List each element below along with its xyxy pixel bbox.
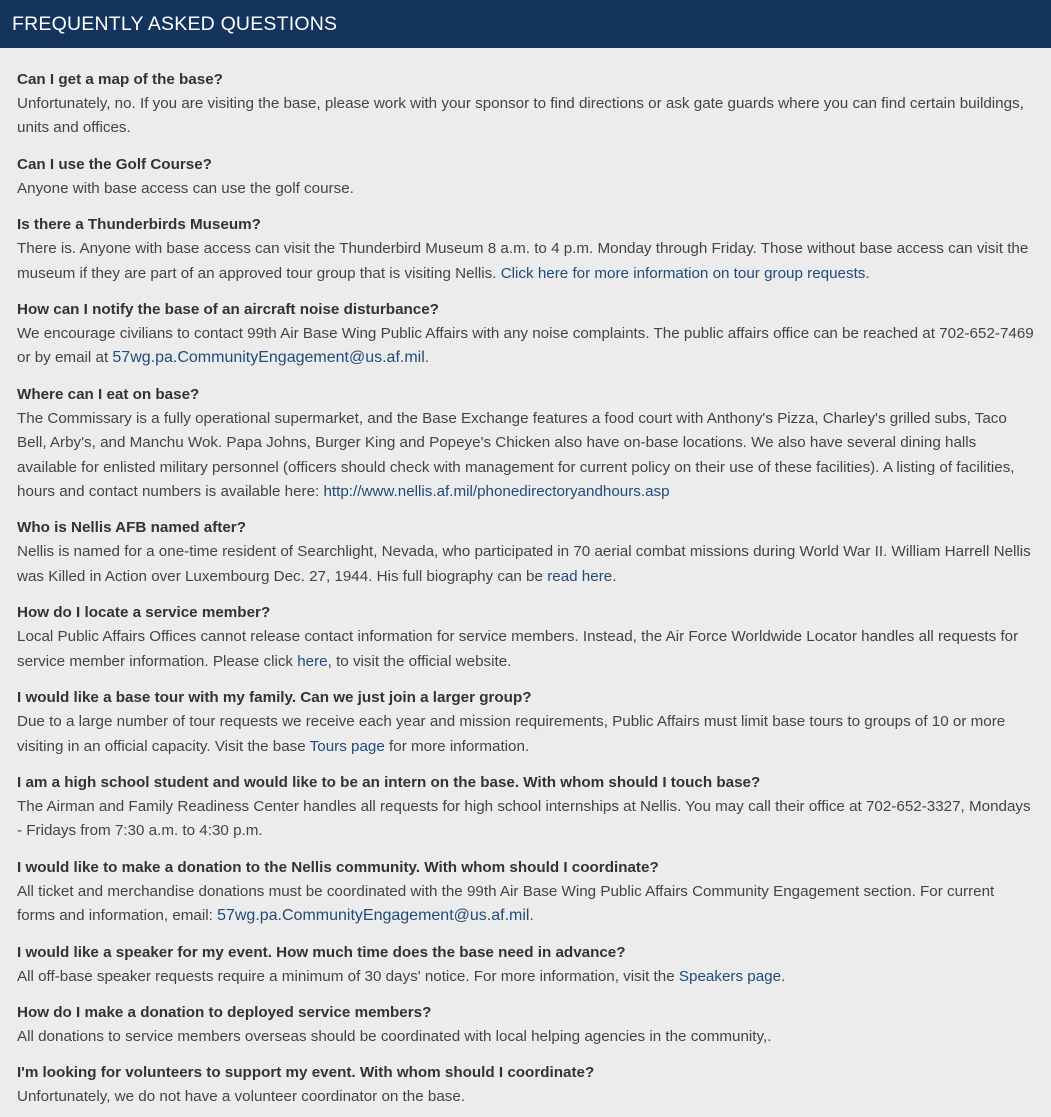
answer-text: Due to a large number of tour requests we receive each year and mission requirements, Public Affairs must limit base tours to groups of 10 or more visiting in an official capacity. Visit the base <box>17 713 1006 755</box>
answer-link[interactable]: Click here for more information on tour group requests. <box>500 264 870 282</box>
answer-text: Anyone with base access can use the golf course. <box>17 179 354 197</box>
faq-answer <box>17 177 1034 201</box>
answer-text: . <box>612 567 617 585</box>
answer-link[interactable]: Tours page <box>309 737 385 755</box>
faq-item <box>17 941 1034 989</box>
faq-question: I would like a speaker for my event. How much time does the base need in advance? <box>17 943 626 961</box>
faq-answer <box>17 237 1034 286</box>
faq-answer <box>17 92 1034 141</box>
faq-question: Who is Nellis AFB named after? <box>17 519 246 537</box>
answer-text: , to visit the official website. <box>327 652 512 670</box>
faq-question: Can I get a map of the base? <box>17 71 223 88</box>
answer-link[interactable]: here <box>297 652 328 670</box>
faq-question: I'm looking for volunteers to support my event. With whom should I coordinate? <box>17 1064 595 1082</box>
answer-text: All off-base speaker requests require a minimum of 30 days' notice. For more information, visit the <box>17 967 679 985</box>
answer-link[interactable]: read here <box>547 567 613 585</box>
faq-item <box>17 153 1034 201</box>
answer-text: . <box>424 349 430 367</box>
answer-text: Local Public Affairs Offices cannot release contact information for service members. Instead, the Air Force Worldwide Locator handles all requests for service member information. Please click <box>17 628 1019 670</box>
faq-question: How do I make a donation to deployed service members? <box>17 1003 432 1021</box>
answer-text: All donations to service members overseas should be coordinated with local helping agencies in the community,. <box>17 1027 772 1045</box>
faq-item <box>17 771 1034 844</box>
answer-text: The Airman and Family Readiness Center handles all requests for high school internships at Nellis. You may call their office at 702-652-3327, Mondays - Fridays from 7:30 a.m. to 4:30 p.m. <box>17 797 1031 840</box>
faq-answer <box>17 795 1034 844</box>
faq-answer <box>17 1085 1034 1109</box>
faq-item <box>17 298 1034 371</box>
faq-question: I would like a base tour with my family. Can we just join a larger group? <box>17 689 532 707</box>
faq-question: Can I use the Golf Course? <box>17 155 212 173</box>
answer-text: We encourage civilians to contact 99th Air Base Wing Public Affairs with any noise complaints. The public affairs office can be reached at 702-652-7469 or by email at <box>17 325 1034 367</box>
faq-question: Where can I eat on base? <box>17 385 200 403</box>
faq-answer <box>17 710 1034 759</box>
faq-answer <box>17 625 1034 674</box>
answer-text: There is. Anyone with base access can visit the Thunderbird Museum 8 a.m. to 4 p.m. Monday through Friday. Those without base access can visit the museum if they are part of an approved tour group that is visiting Nellis. <box>17 240 1029 282</box>
answer-text: Unfortunately, we do not have a volunteer coordinator on the base. <box>17 1088 466 1106</box>
faq-item <box>17 383 1034 505</box>
faq-answer <box>17 880 1034 929</box>
faq-item <box>17 856 1034 929</box>
answer-text: All ticket and merchandise donations must be coordinated with the 99th Air Base Wing Public Affairs Community Engagement section. For current forms and information, email: <box>17 882 995 925</box>
email-link[interactable]: 57wg.pa.CommunityEngagement@us.af.mil <box>112 349 425 367</box>
answer-text: The Commissary is a fully operational supermarket, and the Base Exchange features a food court with Anthony's Pizza, Charley's grilled subs, Taco Bell, Arby's, and Manchu Wok. Papa Johns, Burger King and Popeye's Chicken also have on-base locations. We also have several dining halls available for enlisted military personnel (officers should check with management for current policy on their use of these facilities). A listing of facilities, hours and contact numbers is available here: <box>17 409 1015 501</box>
faq-answer <box>17 407 1034 505</box>
faq-question: I would like to make a donation to the Nellis community. With whom should I coordinate? <box>17 858 659 876</box>
answer-text: Unfortunately, no. If you are visiting the base, please work with your sponsor to find directions or ask gate guards where you can find certain buildings, units and offices. <box>17 95 1024 137</box>
faq-item <box>17 1001 1034 1049</box>
faq-question: I am a high school student and would like to be an intern on the base. With whom should I touch base? <box>17 773 761 791</box>
faq-item <box>17 68 1034 141</box>
faq-answer <box>17 540 1034 589</box>
faq-item <box>17 601 1034 674</box>
answer-text: Nellis is named for a one-time resident of Searchlight, Nevada, who participated in 70 aerial combat missions during World War II. William Harrell Nellis was Killed in Action over Luxembourg Dec. 27, 1944. His full biography can be <box>17 543 1031 585</box>
faq-list <box>0 48 1051 1110</box>
faq-question: Is there a Thunderbirds Museum? <box>17 216 261 234</box>
answer-text: . <box>529 907 534 925</box>
faq-question: How do I locate a service member? <box>17 604 271 622</box>
faq-item <box>17 686 1034 759</box>
answer-link[interactable]: Speakers page <box>678 967 782 985</box>
faq-item <box>17 516 1034 589</box>
faq-answer <box>17 322 1034 371</box>
answer-text: . <box>781 967 786 985</box>
email-link[interactable]: 57wg.pa.CommunityEngagement@us.af.mil <box>217 907 530 925</box>
answer-link[interactable]: http://www.nellis.af.mil/phonedirectoryandhours.asp <box>323 483 670 501</box>
faq-question: How can I notify the base of an aircraft noise disturbance? <box>17 301 439 319</box>
page-title: FREQUENTLY ASKED QUESTIONS <box>12 12 338 35</box>
faq-header <box>0 0 1051 48</box>
answer-text: for more information. <box>384 737 530 755</box>
faq-answer <box>17 965 1034 989</box>
faq-item <box>17 213 1034 286</box>
faq-answer <box>17 1025 1034 1049</box>
faq-item <box>17 1061 1034 1109</box>
